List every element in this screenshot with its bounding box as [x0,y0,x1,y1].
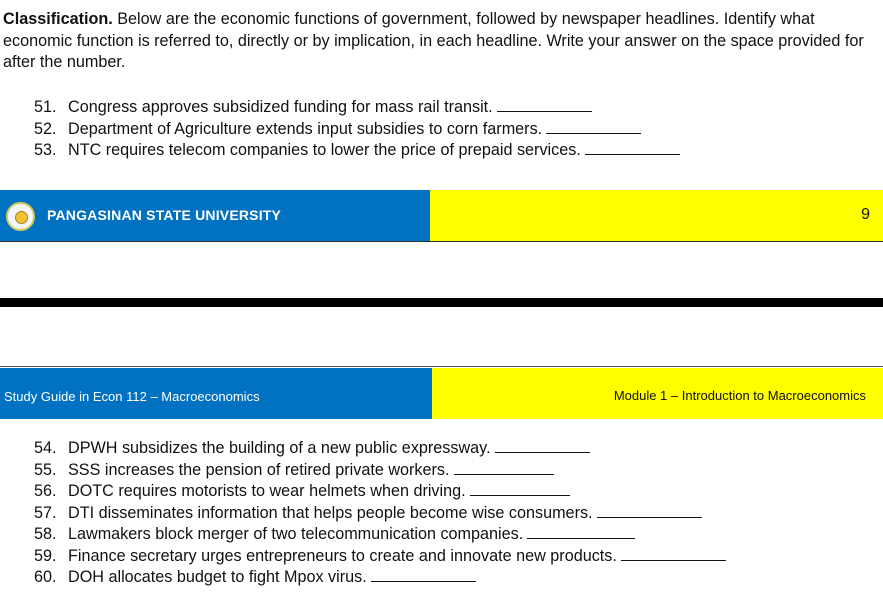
answer-blank[interactable] [454,460,554,475]
answer-blank[interactable] [546,119,641,134]
answer-blank[interactable] [621,546,726,561]
seal-emblem [15,211,28,224]
question-item: 54. DPWH subsidizes the building of a new public expressway. [34,438,726,460]
footer-rule [0,241,883,242]
question-item: 56. DOTC requires motorists to wear helmets when driving. [34,481,726,503]
answer-blank[interactable] [527,524,635,539]
answer-blank[interactable] [497,97,592,112]
question-item: 60. DOH allocates budget to fight Mpox virus. [34,567,726,589]
question-item: 58. Lawmakers block merger of two telecommunication companies. [34,524,726,546]
question-item: 55. SSS increases the pension of retired private workers. [34,460,726,482]
module-title: Module 1 – Introduction to Macroeconomics [613,388,866,403]
instructions-paragraph [3,9,875,74]
answer-blank[interactable] [495,438,590,453]
question-item: 59. Finance secretary urges entrepreneurs to create and innovate new products. [34,546,726,568]
answer-blank[interactable] [585,140,680,155]
question-list-bottom [34,438,726,589]
question-item: 53. NTC requires telecom companies to lower the price of prepaid services. [34,140,680,162]
study-guide-title: Study Guide in Econ 112 – Macroeconomics [4,389,260,404]
answer-blank[interactable] [597,503,702,518]
question-item: 52. Department of Agriculture extends input subsidies to corn farmers. [34,119,680,141]
header-yellow-panel [432,368,883,419]
instructions-label: Classification. [3,10,113,28]
header-blue-panel [0,368,432,419]
page-footer [0,190,883,241]
page-header [0,368,883,419]
answer-blank[interactable] [371,567,476,582]
university-seal-icon [6,202,35,231]
question-list-top [34,97,680,162]
question-item: 57. DTI disseminates information that helps people become wise consumers. [34,503,726,525]
university-name: PANGASINAN STATE UNIVERSITY [47,207,282,223]
answer-blank[interactable] [470,481,570,496]
footer-yellow-panel [430,190,883,241]
footer-blue-panel [0,190,430,241]
question-item: 51. Congress approves subsidized funding for mass rail transit. [34,97,680,119]
instructions-text: Below are the economic functions of government, followed by newspaper headlines. Identify what economic function is referred to, directly or by implication, in each headline. Write your answer on the space provided for after the number. [3,10,864,71]
header-rule [0,366,883,367]
page-separator [0,298,883,307]
page-number: 9 [861,206,870,223]
